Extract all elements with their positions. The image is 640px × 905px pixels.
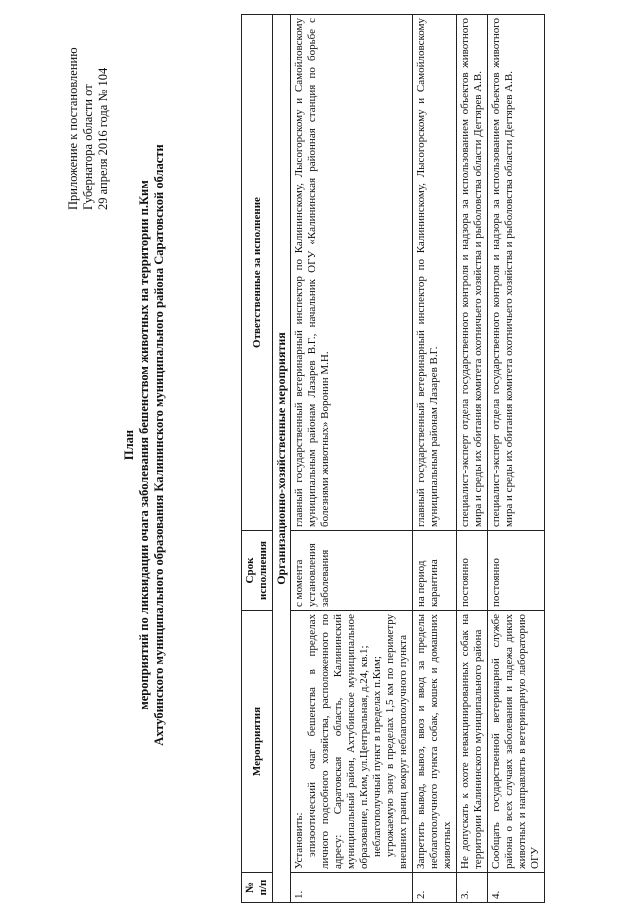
row-responsible: специалист-эксперт отдела государственного контроля и надзора за использованием объектов животного мира и среды их обитания комитета охотничьего хозяйства и рыболовства области Дегтярев А.В. [488, 15, 545, 531]
section-row [273, 15, 291, 903]
row-responsible: специалист-эксперт отдела государственного контроля и надзора за использованием объектов животного мира и среды их обитания комитета охотничьего хозяйства и рыболовства области Дегтярев А.В. [457, 15, 488, 531]
row-number: 2. [413, 873, 457, 903]
title-plan: План [122, 429, 136, 461]
measure-intro: Установить: [293, 812, 305, 869]
row-responsible: главный государственный ветеринарный инспектор по Калининскому, Лысогорскому и Самойловскому муниципальным районам Лазарев В.Г. [413, 15, 457, 531]
appendix-note [66, 10, 111, 210]
measure-paragraph: угрожаемую зону в пределах 1,5 км по периметру внешних границ вокруг неблагополучного пункта [384, 614, 409, 869]
document-title [122, 135, 167, 755]
table-row [291, 15, 413, 903]
row-deadline: на период карантина [413, 531, 457, 611]
table-header-row [242, 15, 273, 903]
row-number: 3. [457, 873, 488, 903]
row-number: 1. [291, 873, 413, 903]
row-deadline: с момента установления заболевания [291, 531, 413, 611]
row-deadline: постоянно [457, 531, 488, 611]
table-row [488, 15, 545, 903]
row-measure [291, 611, 413, 873]
row-measure: Запретить вывод, вывоз, ввоз и ввод за пределы неблагополучного пункта собак, кошек и домашних животных [413, 611, 457, 873]
measure-paragraph: эпизоотический очаг бешенства в пределах личного подсобного хозяйства, расположенного по адресу: Саратовская область, Калининский муниципальный район, Ахтубинское муниципальное образование, п.Ким, ул.Центральная, д.24, кв.1; [306, 614, 370, 869]
appendix-date-line: 29 апреля 2016 года № 104 [96, 67, 110, 210]
header-num: № п/п [242, 873, 273, 903]
table-row [457, 15, 488, 903]
table-row [413, 15, 457, 903]
appendix-line: Приложение к постановлению [66, 47, 80, 210]
header-measures: Мероприятия [242, 611, 273, 873]
header-deadline: Срок исполнения [242, 531, 273, 611]
appendix-line: Губернатора области от [81, 84, 95, 210]
section-title: Организационно-хозяйственные мероприятия [273, 15, 291, 903]
row-responsible: главный государственный ветеринарный инспектор по Калининскому, Лысогорскому и Самойловскому муниципальным районам Лазарев В.Г., начальник ОГУ «Калининская районная станция по борьбе с болезнями животных» Воронин М.Н. [291, 15, 413, 531]
row-number: 4. [488, 873, 545, 903]
header-responsible: Ответственные за исполнение [242, 15, 273, 531]
measure-paragraph: неблагополучный пункт в пределах п.Ким; [371, 656, 383, 857]
row-deadline: постоянно [488, 531, 545, 611]
row-measure: Не допускать к охоте невакцинированных собак на территории Калининского муниципального района [457, 611, 488, 873]
row-measure: Сообщать государственной ветеринарной службе района о всех случаях заболевания и падежа диких животных и направлять в ветеринарную лабораторию ОГУ [488, 611, 545, 873]
title-territory: Ахтубинского муниципального образования Калининского муниципального района Саратовской области [152, 144, 166, 746]
measures-table [241, 14, 545, 903]
title-subject: мероприятий по ликвидации очага заболевания бешенством животных на территории п.Ким [137, 180, 151, 710]
